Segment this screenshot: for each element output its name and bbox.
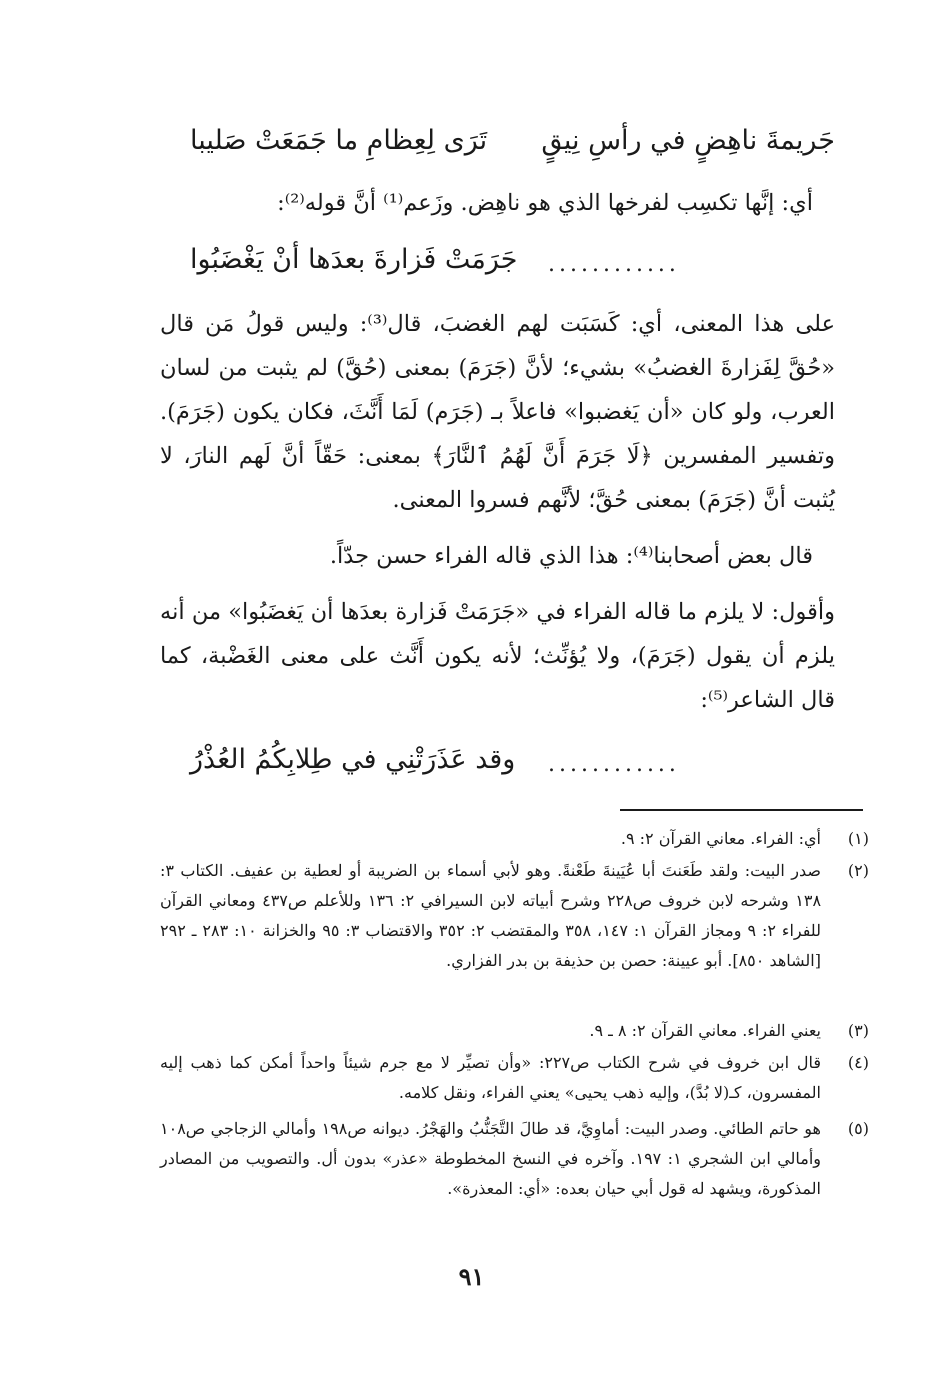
paragraph-3: قال بعض أصحابنا⁽⁴⁾: هذا الذي قاله الفراء حسن جدّاً. — [329, 543, 813, 569]
footnote-text: هو حاتم الطائي. وصدر البيت: أماوِيَّ، قد طالَ التَّجَنُّبُ والهَجْرُ. ديوانه ص١٩٨ وأمالي الزجاجي ص١٠٨ وأمالي ابن الشجري ١: ١٩٧. وآخره في النسخ المخطوطة «عذر» بدون أل. والتصويب من المصادر المذكورة، ويشهد له قول أبي حيان بعده: «أي: المعذرة». — [160, 1119, 822, 1198]
footnote-number: (٤) — [847, 1053, 869, 1072]
footnote-number: (١) — [847, 829, 869, 848]
footnote-1 — [160, 824, 867, 854]
verse-3-hemistich: وقد عَذَرَتْنِي في طِلابِكُمُ العُذْرُ — [190, 744, 516, 775]
footnote-number: (٣) — [847, 1021, 869, 1040]
verse-1-first-hemistich: جَريمةَ ناهِضٍ في رأسِ نِيقٍ — [541, 125, 835, 156]
footnote-text: أي: الفراء. معاني القرآن ٢: ٩. — [620, 829, 821, 848]
footnote-3 — [160, 1016, 867, 1046]
verse-2-hemistich: جَرَمَتْ فَزارةَ بعدَها أنْ يَغْضَبُوا — [190, 244, 518, 275]
paragraph-1: أي: إنَّها تكسِب لفرخها الذي هو ناهِض. وزَعم⁽¹⁾ أنَّ قوله⁽²⁾: — [277, 190, 813, 216]
paragraph-4: وأقول: لا يلزم ما قاله الفراء في «جَرَمَتْ فَزارة بعدَها أن يَغضَبُوا» من أنه يلزم أن يقول (جَرَمَ)، ولا يُؤنِّث؛ لأنه يكون أَنَّث على معنى الغَضْبة، كما قال الشاعر⁽⁵⁾: — [160, 599, 835, 713]
paragraph-2: على هذا المعنى، أي: كَسَبَت لهم الغضبَ، قال⁽³⁾: وليس قولُ مَن قال «حُقَّ لِفَزارةَ الغضبُ» بشيء؛ لأنَّ (جَرَمَ) بمعنى (حُقَّ) لم يثبت من لسان العرب، ولو كان «أن يَغضبوا» فاعلاً بـ (جَرَم) لَمَا أَنَّثَ، فكان يكون (جَرَمَ). وتفسير المفسرين ﴿لَا جَرَمَ أَنَّ لَهُمُ ٱلنَّارَ﴾ بمعنى: حَقّاً أنَّ لَهم النارَ، لا يُثبت أنَّ (جَرَمَ) بمعنى حُقَّ؛ لأنَّهم فسروا المعنى. — [160, 311, 835, 513]
verse-3-ellipsis: ............ — [548, 752, 680, 777]
page-number: ٩١ — [458, 1262, 485, 1291]
footnote-text: صدر البيت: ولقد طَعَنتَ أبا عُيَينةَ طَعْنةً. وهو لأبي أسماء بن الضريبة أو لعطية بن عفيف. الكتاب ٣: ١٣٨ وشرحه لابن خروف ص٢٢٨ وشرح أبياته لابن السيرافي ٢: ١٣٦ وللأعلم ص٤٣٧ ومعاني القرآن للفراء ٢: ٩ ومجاز القرآن ١: ١٤٧، ٣٥٨ والمقتضب ٢: ٣٥٢ والاقتضاب ٣: ٩٥ والخزانة ١٠: ٢٨٣ ـ ٢٩٢ [الشاهد ٨٥٠]. أبو عيينة: حصن بن حذيفة بن بدر الفزاري. — [160, 861, 822, 970]
verse-1-second-hemistich: تَرَى لِعِظامِ ما جَمَعَتْ صَليبا — [190, 125, 488, 156]
footnote-4 — [160, 1048, 867, 1108]
verse-2-ellipsis: ............ — [548, 252, 680, 277]
footnote-separator — [620, 809, 863, 811]
footnote-text: قال ابن خروف في شرح الكتاب ص٢٢٧: «وأن تصيِّر لا مع جرم شيئاً واحداً أمكن كما ذهب إليه المفسرون، كـ(لا بُدَّ)، وإليه ذهب يحيى» يعني الفراء، ونقل كلامه. — [160, 1053, 821, 1102]
footnote-number: (٢) — [847, 861, 869, 880]
footnote-2 — [160, 856, 867, 976]
footnote-number: (٥) — [847, 1119, 869, 1138]
footnote-text: يعني الفراء. معاني القرآن ٢: ٨ ـ ٩. — [589, 1021, 821, 1040]
footnote-5 — [160, 1114, 867, 1204]
